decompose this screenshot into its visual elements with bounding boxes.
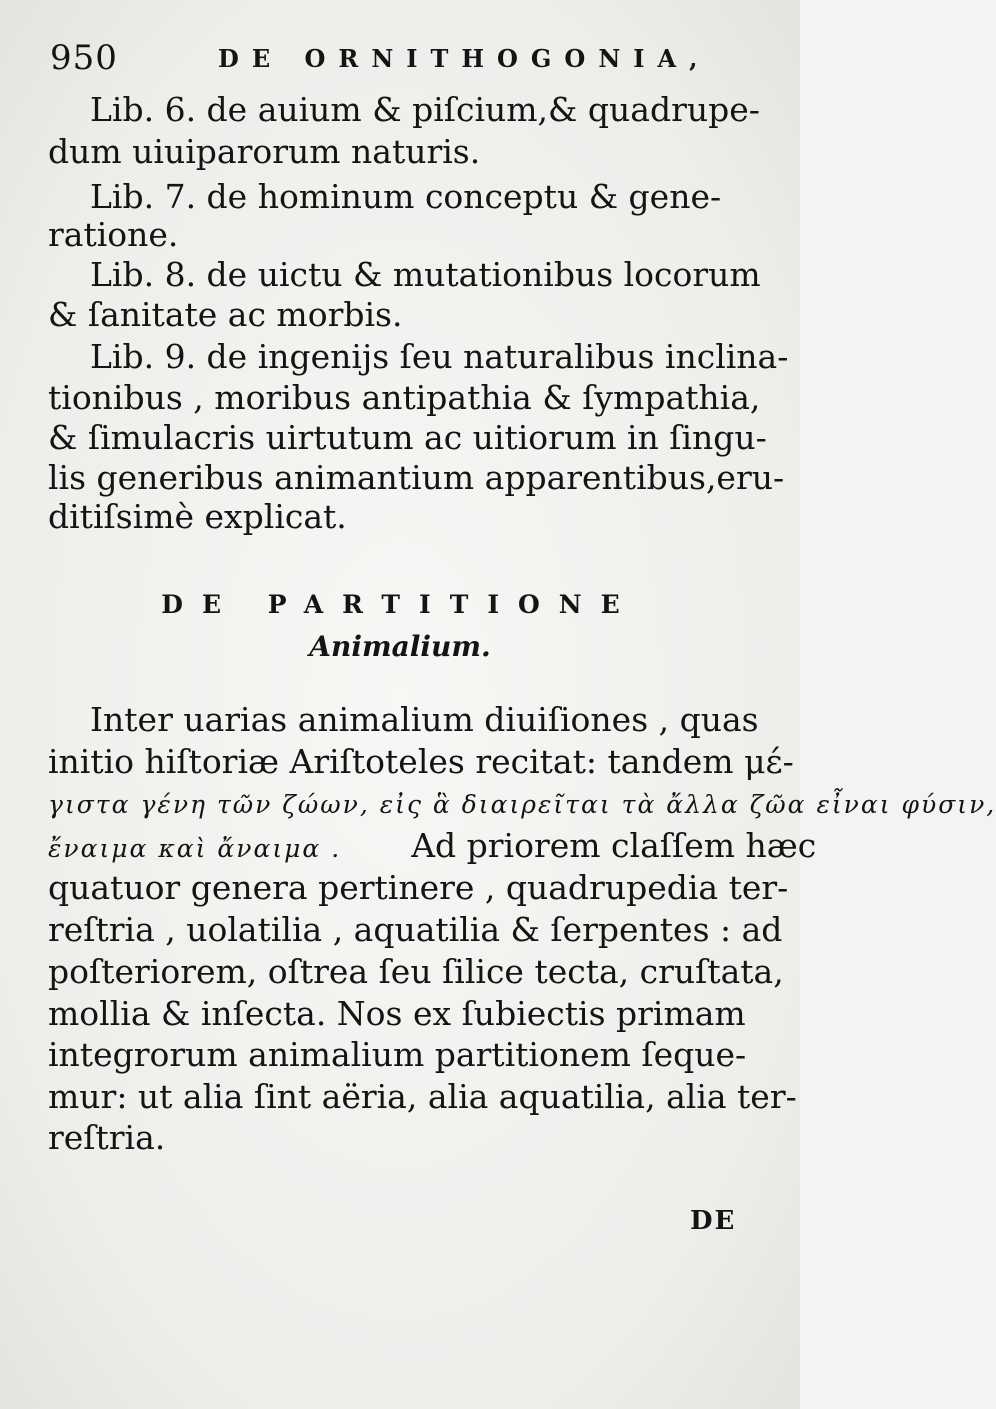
book-list-line: Lib. 6. de auium & piſcium,& quadrupe- bbox=[90, 90, 760, 129]
catchword: DE bbox=[690, 1206, 737, 1236]
paragraph-line: mollia & inſecta. Nos ex ſubiectis primam bbox=[48, 994, 746, 1033]
book-list-line: ratione. bbox=[48, 215, 179, 254]
book-list-line: lis generibus animantium apparentibus,eru- bbox=[48, 458, 785, 497]
greek-line: γιστα γένη τῶν ζώων, εἰς ἃ διαιρεῖται τὰ ἄλλα ζῶα εἶναι φύσιν, bbox=[48, 790, 996, 819]
section-subheading: Animalium. bbox=[309, 630, 491, 663]
paragraph-line: quatuor genera pertinere , quadrupedia ter- bbox=[48, 868, 789, 907]
greek-phrase: ἔναιμα καὶ ἄναιμα . bbox=[48, 834, 342, 863]
book-list-line: & ſimulacris uirtutum ac uitiorum in ſingu- bbox=[48, 418, 767, 457]
book-list-line: dum uiuiparorum naturis. bbox=[48, 132, 481, 171]
section-heading: DE PARTITIONE bbox=[161, 590, 639, 619]
book-list-line: Lib. 9. de ingenijs ſeu naturalibus inclina- bbox=[90, 337, 789, 376]
book-list-line: Lib. 7. de hominum conceptu & gene- bbox=[90, 177, 722, 216]
paragraph-line: Inter uarias animalium diuiſiones , quas bbox=[90, 700, 759, 739]
book-list-line: ditiſsimè explicat. bbox=[48, 497, 347, 536]
latin-phrase: Ad priorem claſſem hæc bbox=[411, 826, 817, 865]
paragraph-line: poſteriorem, oſtrea ſeu ſilice tecta, cruſtata, bbox=[48, 952, 784, 991]
book-list-line: tionibus , moribus antipathia & ſympathia, bbox=[48, 378, 761, 417]
book-list-line: & ſanitate ac morbis. bbox=[48, 295, 403, 334]
paragraph-line: initio hiſtoriæ Ariſtoteles recitat: tandem μέ- bbox=[48, 742, 794, 781]
paragraph-line: integrorum animalium partitionem ſeque- bbox=[48, 1035, 747, 1074]
paragraph-line bbox=[48, 826, 816, 869]
page-number: 950 bbox=[50, 38, 118, 78]
paragraph-line: reſtria. bbox=[48, 1118, 166, 1157]
paragraph-line: mur: ut alia ſint aëria, alia aquatilia, alia ter- bbox=[48, 1077, 797, 1116]
running-title: DE ORNITHOGONIA, bbox=[218, 44, 711, 73]
paragraph-line: reſtria , uolatilia , aquatilia & ſerpentes : ad bbox=[48, 910, 783, 949]
book-list-line: Lib. 8. de uictu & mutationibus locorum bbox=[90, 255, 761, 294]
page-header bbox=[50, 38, 750, 88]
